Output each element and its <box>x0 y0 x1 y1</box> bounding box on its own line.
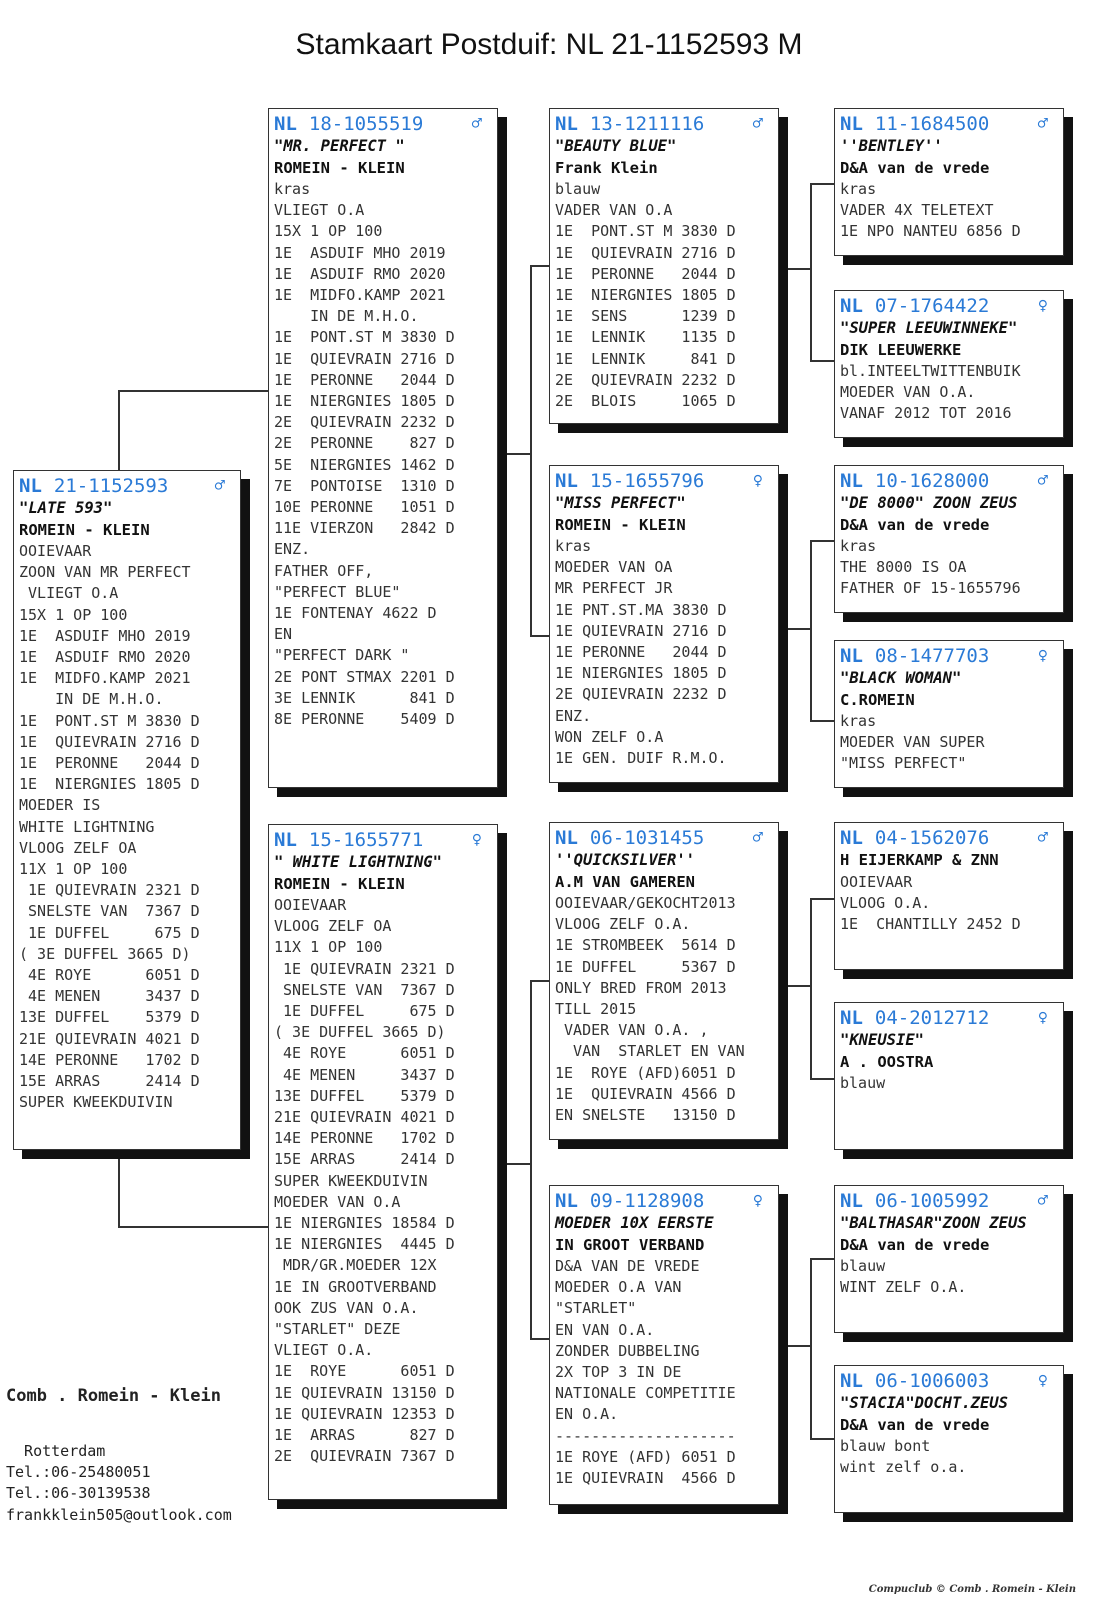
pedigree-line: 1E QUIEVRAIN 2716 D <box>555 243 736 262</box>
pigeon-card-fff[interactable] <box>834 108 1064 256</box>
female-icon: ♀ <box>1037 1008 1048 1028</box>
pigeon-name: "MR. PERFECT " <box>274 137 405 155</box>
pigeon-owner: D&A van de vrede <box>840 158 990 177</box>
pedigree-line: kras <box>840 537 877 555</box>
country-code: NL <box>274 829 297 851</box>
connector <box>506 1163 530 1165</box>
country-code: NL <box>840 1370 863 1392</box>
connector <box>810 540 834 542</box>
pedigree-line: 1E NIERGNIES 1805 D <box>19 775 200 794</box>
connector <box>810 720 834 722</box>
ring-header <box>555 1189 773 1213</box>
male-icon: ♂ <box>1037 1191 1048 1211</box>
pedigree-line: VADER VAN O.A <box>555 201 673 220</box>
pedigree-line: 1E PONT.ST M 3830 D <box>555 222 736 241</box>
ring-number: 06-1031455 <box>589 827 705 849</box>
pigeon-owner: Frank Klein <box>555 158 658 177</box>
pedigree-line: "PERFECT DARK " <box>274 646 410 665</box>
male-icon: ♂ <box>1037 471 1048 491</box>
pigeon-card-ffm[interactable] <box>834 290 1064 438</box>
pedigree-line: WHITE LIGHTNING <box>19 817 155 836</box>
pedigree-line: 1E QUIEVRAIN 2321 D <box>274 959 455 978</box>
connector <box>786 1345 810 1347</box>
pedigree-line: 1E DUFFEL 675 D <box>19 923 200 942</box>
pedigree-line: "STARLET" <box>555 1299 637 1318</box>
pedigree-line: VLOOG O.A. <box>840 893 931 912</box>
pigeon-owner: A.M VAN GAMEREN <box>555 872 695 891</box>
ring-number: 04-2012712 <box>874 1007 990 1029</box>
pedigree-line: 1E ASDUIF MHO 2019 <box>274 243 446 262</box>
pedigree-line: FATHER OF 15-1655796 <box>840 579 1021 598</box>
pedigree-line: MOEDER VAN SUPER <box>840 733 985 752</box>
pedigree-line: blauw bont <box>840 1437 931 1455</box>
country-code: NL <box>19 475 42 497</box>
pedigree-line: 13E DUFFEL 5379 D <box>19 1008 200 1027</box>
ring-number: 10-1628000 <box>874 470 990 492</box>
pedigree-line: THE 8000 IS OA <box>840 558 967 577</box>
male-icon: ♂ <box>471 114 482 134</box>
pedigree-line: 2E QUIEVRAIN 7367 D <box>274 1447 455 1466</box>
pedigree-line: EN SNELSTE 13150 D <box>555 1106 736 1125</box>
pedigree-line: VADER 4X TELETEXT <box>840 201 994 220</box>
ring-number: 07-1764422 <box>874 295 990 317</box>
country-code: NL <box>555 1190 578 1212</box>
pedigree-line: EN O.A. <box>555 1405 619 1424</box>
pedigree-line: 1E ASDUIF RMO 2020 <box>19 648 191 667</box>
pedigree-line: VLIEGT O.A <box>19 584 119 603</box>
pigeon-card-mmf[interactable] <box>834 1185 1064 1333</box>
pedigree-line: SUPER KWEEKDUIVIN <box>274 1171 428 1190</box>
pedigree-line: 15E ARRAS 2414 D <box>19 1072 200 1091</box>
pedigree-line: 15X 1 OP 100 <box>274 222 383 241</box>
pedigree-line: 1E CHANTILLY 2452 D <box>840 914 1021 933</box>
connector <box>118 1155 120 1227</box>
breeder-email[interactable]: frankklein505@outlook.com <box>6 1506 232 1524</box>
pedigree-line: 1E NIERGNIES 4445 D <box>274 1235 455 1254</box>
pedigree-line: SNELSTE VAN 7367 D <box>274 980 455 999</box>
country-code: NL <box>555 113 578 135</box>
pedigree-line: OOIEVAAR <box>840 872 913 891</box>
pedigree-line: 1E IN GROOTVERBAND <box>274 1277 437 1296</box>
pedigree-line: MDR/GR.MOEDER 12X <box>274 1256 437 1275</box>
pedigree-line: 11X 1 OP 100 <box>19 860 128 879</box>
pedigree-line: 1E PONT.ST M 3830 D <box>274 328 455 347</box>
pedigree-line: 11X 1 OP 100 <box>274 938 383 957</box>
pedigree-line: 2E QUIEVRAIN 2232 D <box>555 370 736 389</box>
pedigree-line: 1E ROYE 6051 D <box>274 1362 455 1381</box>
pedigree-line: kras <box>555 537 592 555</box>
ring-header <box>840 294 1058 318</box>
connector <box>810 183 812 361</box>
pigeon-name: ''BENTLEY'' <box>840 137 943 155</box>
ring-header <box>274 828 492 852</box>
male-icon: ♂ <box>752 114 763 134</box>
male-icon: ♂ <box>1037 114 1048 134</box>
pigeon-name: "BEAUTY BLUE" <box>555 137 677 155</box>
connector <box>786 268 810 270</box>
pedigree-line: VLOOG ZELF OA <box>19 838 137 857</box>
pedigree-line: blauw <box>840 1074 886 1092</box>
pedigree-line: 1E QUIEVRAIN 2716 D <box>274 349 455 368</box>
male-icon: ♂ <box>752 828 763 848</box>
ring-number: 09-1128908 <box>589 1190 705 1212</box>
pedigree-line: 1E QUIEVRAIN 4566 D <box>555 1084 736 1103</box>
pigeon-name: "BALTHASAR"ZOON ZEUS <box>840 1214 1027 1232</box>
connector <box>530 980 532 1338</box>
ring-number: 06-1006003 <box>874 1370 990 1392</box>
pedigree-line: 13E DUFFEL 5379 D <box>274 1086 455 1105</box>
pedigree-line: 15X 1 OP 100 <box>19 605 128 624</box>
pedigree-line: VANAF 2012 TOT 2016 <box>840 404 1012 423</box>
pigeon-name: "LATE 593" <box>19 499 113 517</box>
pedigree-line: 1E QUIEVRAIN 2321 D <box>19 881 200 900</box>
pigeon-card-mother-mother[interactable] <box>549 1185 779 1505</box>
pedigree-line: 1E ASDUIF RMO 2020 <box>274 264 446 283</box>
pedigree-line: blauw <box>840 1257 886 1275</box>
pedigree-line: 4E MENEN 3437 D <box>274 1065 455 1084</box>
pedigree-line: OOIEVAAR/GEKOCHT2013 <box>555 894 736 912</box>
pedigree-line: 4E ROYE 6051 D <box>19 966 200 985</box>
pedigree-line: MOEDER VAN OA <box>555 558 673 577</box>
country-code: NL <box>840 1190 863 1212</box>
pigeon-name: "MISS PERFECT" <box>555 494 686 512</box>
pedigree-line: ( 3E DUFFEL 3665 D) <box>274 1023 446 1042</box>
pedigree-line: EN VAN O.A. <box>555 1320 655 1339</box>
country-code: NL <box>274 113 297 135</box>
pigeon-name: "BLACK WOMAN" <box>840 669 962 687</box>
pigeon-name: MOEDER 10X EERSTE <box>555 1214 714 1232</box>
pedigree-line: 2E QUIEVRAIN 2232 D <box>555 685 727 704</box>
pedigree-line: 1E QUIEVRAIN 2716 D <box>555 621 727 640</box>
pedigree-line: SNELSTE VAN 7367 D <box>19 902 200 921</box>
pedigree-line: ENZ. <box>274 540 311 559</box>
pedigree-line: 4E ROYE 6051 D <box>274 1044 455 1063</box>
pigeon-owner: D&A van de vrede <box>840 515 990 534</box>
pedigree-line: 1E QUIEVRAIN 2716 D <box>19 732 200 751</box>
pedigree-line: MOEDER IS <box>19 796 101 815</box>
connector <box>810 1258 834 1260</box>
breeder-phone-2: Tel.:06-30139538 <box>6 1484 151 1502</box>
pedigree-line: "MISS PERFECT" <box>840 754 967 773</box>
pedigree-line: 21E QUIEVRAIN 4021 D <box>274 1108 455 1127</box>
ring-number: 13-1211116 <box>589 113 705 135</box>
pedigree-line: OOIEVAAR <box>19 542 92 560</box>
ring-header <box>840 644 1058 668</box>
pedigree-line: kras <box>840 180 877 198</box>
pedigree-line: 14E PERONNE 1702 D <box>274 1129 455 1148</box>
ring-header <box>274 112 492 136</box>
connector <box>530 1338 549 1340</box>
female-icon: ♀ <box>1037 296 1048 316</box>
pedigree-line: 14E PERONNE 1702 D <box>19 1050 200 1069</box>
pigeon-name: "DE 8000" ZOON ZEUS <box>840 494 1018 512</box>
ring-header <box>840 1369 1058 1393</box>
pigeon-owner: ROMEIN - KLEIN <box>274 158 405 177</box>
country-code: NL <box>840 113 863 135</box>
pedigree-line: VLOOG ZELF O.A. <box>555 915 691 934</box>
pedigree-line: 4E MENEN 3437 D <box>19 987 200 1006</box>
breeder-city: Rotterdam <box>6 1442 106 1460</box>
pedigree-line: 1E NIERGNIES 1805 D <box>274 392 455 411</box>
pedigree-line: "PERFECT BLUE" <box>274 582 401 601</box>
pedigree-line: NATIONALE COMPETITIE <box>555 1384 736 1403</box>
pedigree-line: 1E NPO NANTEU 6856 D <box>840 222 1021 241</box>
pedigree-line: IN DE M.H.O. <box>19 690 164 709</box>
pigeon-name: "STACIA"DOCHT.ZEUS <box>840 1394 1008 1412</box>
pedigree-line: VLOOG ZELF OA <box>274 917 392 936</box>
pedigree-line: 15E ARRAS 2414 D <box>274 1150 455 1169</box>
pedigree-line: 8E PERONNE 5409 D <box>274 710 455 729</box>
female-icon: ♀ <box>1037 646 1048 666</box>
pedigree-line: TILL 2015 <box>555 1000 637 1019</box>
page-title: Stamkaart Postduif: NL 21-1152593 M <box>295 28 803 61</box>
pedigree-line: ONLY BRED FROM 2013 <box>555 978 727 997</box>
female-icon: ♀ <box>752 1191 763 1211</box>
pedigree-line: 1E PONT.ST M 3830 D <box>19 711 200 730</box>
connector <box>118 390 268 392</box>
pigeon-card-father-father[interactable] <box>549 108 779 424</box>
pedigree-line: 1E PERONNE 2044 D <box>274 370 455 389</box>
pigeon-card-mff[interactable] <box>834 822 1064 970</box>
pigeon-owner: ROMEIN - KLEIN <box>19 520 150 539</box>
pigeon-owner: ROMEIN - KLEIN <box>555 515 686 534</box>
pigeon-name: " WHITE LIGHTNING" <box>274 853 442 871</box>
pedigree-line: 1E STROMBEEK 5614 D <box>555 936 736 955</box>
pedigree-line: 1E MIDFO.KAMP 2021 <box>19 669 191 688</box>
pedigree-line: 2E PERONNE 827 D <box>274 434 455 453</box>
connector <box>530 980 549 982</box>
pigeon-owner: ROMEIN - KLEIN <box>274 874 405 893</box>
pigeon-name: ''QUICKSILVER'' <box>555 851 695 869</box>
ring-number: 08-1477703 <box>874 645 990 667</box>
pedigree-line: VAN STARLET EN VAN <box>555 1042 745 1061</box>
pedigree-line: 1E QUIEVRAIN 12353 D <box>274 1404 455 1423</box>
female-icon: ♀ <box>752 471 763 491</box>
ring-header <box>840 112 1058 136</box>
ring-number: 15-1655771 <box>308 829 424 851</box>
pedigree-line: MOEDER VAN O.A. <box>840 383 976 402</box>
connector <box>786 985 810 987</box>
pedigree-line: 1E QUIEVRAIN 13150 D <box>274 1383 455 1402</box>
pedigree-line: MOEDER O.A VAN <box>555 1278 682 1297</box>
ring-header <box>840 469 1058 493</box>
connector <box>118 1226 268 1228</box>
connector <box>530 265 532 635</box>
pedigree-line: 1E NIERGNIES 1805 D <box>555 286 736 305</box>
pigeon-owner: DIK LEEUWERKE <box>840 340 962 359</box>
ring-header <box>555 826 773 850</box>
pedigree-line: OOIEVAAR <box>274 896 347 914</box>
country-code: NL <box>555 827 578 849</box>
connector <box>786 628 810 630</box>
pigeon-owner: C.ROMEIN <box>840 690 915 709</box>
pedigree-line: 2E BLOIS 1065 D <box>555 392 736 411</box>
pedigree-line: 1E FONTENAY 4622 D <box>274 604 437 623</box>
pigeon-owner: IN GROOT VERBAND <box>555 1235 705 1254</box>
pedigree-line: SUPER KWEEKDUIVIN <box>19 1093 173 1112</box>
pedigree-line: OOK ZUS VAN O.A. <box>274 1298 419 1317</box>
pedigree-line: 1E SENS 1239 D <box>555 307 736 326</box>
pedigree-line: VLIEGT O.A. <box>274 1341 374 1360</box>
ring-number: 15-1655796 <box>589 470 705 492</box>
connector <box>506 453 530 455</box>
pedigree-line: VLIEGT O.A <box>274 201 365 220</box>
pigeon-owner: A . OOSTRA <box>840 1052 934 1071</box>
pedigree-line: MR PERFECT JR <box>555 579 673 598</box>
pedigree-line: 1E MIDFO.KAMP 2021 <box>274 286 446 305</box>
country-code: NL <box>840 645 863 667</box>
pedigree-line: IN DE M.H.O. <box>274 307 419 326</box>
pedigree-line: 2E PONT STMAX 2201 D <box>274 667 455 686</box>
pigeon-card-fmf[interactable] <box>834 465 1064 613</box>
pedigree-line: 1E PNT.ST.MA 3830 D <box>555 600 727 619</box>
pedigree-line: 1E PERONNE 2044 D <box>555 264 736 283</box>
pedigree-line: 21E QUIEVRAIN 4021 D <box>19 1029 200 1048</box>
pedigree-line: "STARLET" DEZE <box>274 1320 401 1339</box>
connector <box>810 1258 812 1438</box>
pedigree-line: ENZ. <box>555 706 592 725</box>
pigeon-card-mother-father[interactable] <box>549 822 779 1140</box>
connector <box>810 1078 834 1080</box>
pigeon-card-mother[interactable] <box>268 824 498 1500</box>
ring-header <box>840 1006 1058 1030</box>
connector <box>118 390 120 472</box>
male-icon: ♂ <box>214 476 225 496</box>
pedigree-line: ( 3E DUFFEL 3665 D) <box>19 944 191 963</box>
ring-header <box>555 112 773 136</box>
pedigree-line: ZOON VAN MR PERFECT <box>19 563 191 582</box>
pedigree-line: 1E QUIEVRAIN 4566 D <box>555 1469 736 1488</box>
software-credit: Compuclub © Comb . Romein - Klein <box>868 1584 1076 1595</box>
connector <box>810 540 812 720</box>
pigeon-card-mmm[interactable] <box>834 1365 1064 1513</box>
connector <box>810 183 834 185</box>
pigeon-card-father[interactable] <box>268 108 498 788</box>
connector <box>530 635 549 637</box>
pedigree-line: 1E ASDUIF MHO 2019 <box>19 626 191 645</box>
male-icon: ♂ <box>1037 828 1048 848</box>
pedigree-line: MOEDER VAN O.A <box>274 1192 401 1211</box>
pigeon-owner: H EIJERKAMP & ZNN <box>840 851 999 869</box>
pedigree-line: 5E NIERGNIES 1462 D <box>274 455 455 474</box>
pedigree-line: FATHER OFF, <box>274 561 374 580</box>
ring-number: 04-1562076 <box>874 827 990 849</box>
pigeon-owner: D&A van de vrede <box>840 1415 990 1434</box>
pigeon-card-mfm[interactable] <box>834 1002 1064 1150</box>
country-code: NL <box>840 295 863 317</box>
connector <box>810 1438 834 1440</box>
pedigree-line: 1E ROYE (AFD) 6051 D <box>555 1447 736 1466</box>
pedigree-line: 1E LENNIK 841 D <box>555 349 736 368</box>
connector <box>810 898 812 1078</box>
pedigree-line: 1E NIERGNIES 18584 D <box>274 1214 455 1233</box>
pedigree-line: bl.INTEELTWITTENBUIK <box>840 362 1021 380</box>
pedigree-line: 1E ARRAS 827 D <box>274 1426 455 1445</box>
ring-header <box>19 474 235 498</box>
pedigree-line: WINT ZELF O.A. <box>840 1278 967 1297</box>
pigeon-card-father-mother[interactable] <box>549 465 779 783</box>
country-code: NL <box>840 1007 863 1029</box>
connector <box>810 360 834 362</box>
ring-number: 21-1152593 <box>53 475 169 497</box>
pedigree-line: blauw <box>555 180 601 198</box>
connector <box>530 265 549 267</box>
ring-header <box>840 1189 1058 1213</box>
pedigree-line: 11E VIERZON 2842 D <box>274 519 455 538</box>
country-code: NL <box>840 827 863 849</box>
pedigree-line: 7E PONTOISE 1310 D <box>274 476 455 495</box>
pedigree-line: 3E LENNIK 841 D <box>274 688 455 707</box>
female-icon: ♀ <box>471 830 482 850</box>
pigeon-card-fmm[interactable] <box>834 640 1064 788</box>
pedigree-line: 1E PERONNE 2044 D <box>19 754 200 773</box>
ring-header <box>840 826 1058 850</box>
pedigree-line: VADER VAN O.A. , <box>555 1021 709 1040</box>
pedigree-line: 1E PERONNE 2044 D <box>555 643 727 662</box>
pedigree-line: kras <box>840 712 877 730</box>
ring-number: 11-1684500 <box>874 113 990 135</box>
pigeon-name: "SUPER LEEUWINNEKE" <box>840 319 1018 337</box>
pigeon-card-subject[interactable] <box>13 470 241 1150</box>
female-icon: ♀ <box>1037 1371 1048 1391</box>
pigeon-name: "KNEUSIE" <box>840 1031 924 1049</box>
pedigree-line: wint zelf o.a. <box>840 1458 967 1477</box>
pedigree-line: 10E PERONNE 1051 D <box>274 498 455 517</box>
pedigree-line: 1E NIERGNIES 1805 D <box>555 664 727 683</box>
ring-number: 06-1005992 <box>874 1190 990 1212</box>
pedigree-line: 1E DUFFEL 5367 D <box>555 957 736 976</box>
pedigree-line: 2X TOP 3 IN DE <box>555 1363 682 1382</box>
pedigree-line: 1E GEN. DUIF R.M.O. <box>555 749 727 768</box>
pedigree-line: 1E LENNIK 1135 D <box>555 328 736 347</box>
connector <box>810 898 834 900</box>
breeder-name: Comb . Romein - Klein <box>6 1386 221 1406</box>
country-code: NL <box>555 470 578 492</box>
pedigree-line: WON ZELF O.A <box>555 727 664 746</box>
ring-number: 18-1055519 <box>308 113 424 135</box>
pigeon-owner: D&A van de vrede <box>840 1235 990 1254</box>
breeder-phone-1: Tel.:06-25480051 <box>6 1463 151 1481</box>
pedigree-line: 1E ROYE (AFD)6051 D <box>555 1063 736 1082</box>
ring-header <box>555 469 773 493</box>
country-code: NL <box>840 470 863 492</box>
pedigree-line: -------------------- <box>555 1426 736 1445</box>
pedigree-line: 1E DUFFEL 675 D <box>274 1002 455 1021</box>
pedigree-line: D&A VAN DE VREDE <box>555 1257 700 1275</box>
pedigree-line: EN <box>274 625 293 644</box>
pedigree-line: 2E QUIEVRAIN 2232 D <box>274 413 455 432</box>
pedigree-line: kras <box>274 180 311 198</box>
pedigree-line: ZONDER DUBBELING <box>555 1341 700 1360</box>
